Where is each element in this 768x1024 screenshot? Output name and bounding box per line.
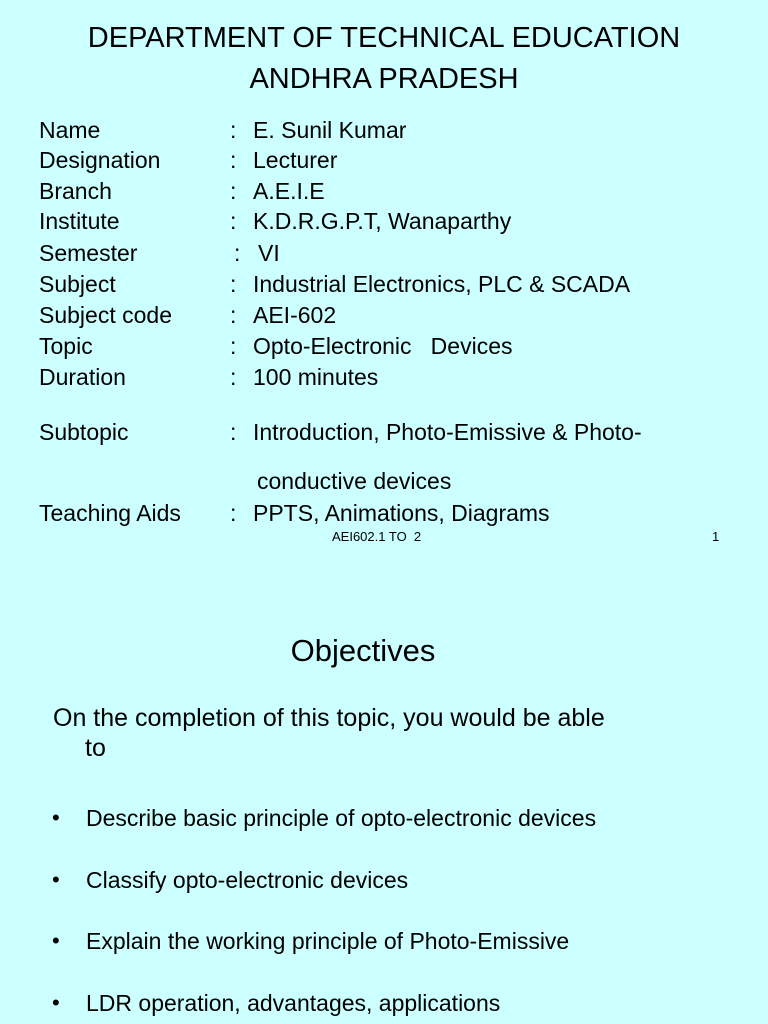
field-separator: : — [230, 178, 237, 204]
field-row-designation — [0, 145, 768, 175]
field-separator: : — [230, 117, 237, 143]
field-value: Industrial Electronics, PLC & SCADA — [253, 271, 631, 297]
bullet-icon: • — [52, 928, 60, 953]
slide-footer-code: AEI602.1 TO 2 — [332, 529, 422, 544]
field-row-semester — [0, 238, 768, 268]
field-row-duration — [0, 362, 768, 392]
field-row-name — [0, 115, 768, 145]
slide-page-number: 1 — [712, 529, 720, 544]
field-value: E. Sunil Kumar — [253, 117, 407, 143]
field-separator: : — [230, 208, 237, 234]
field-value: PPTS, Animations, Diagrams — [253, 500, 550, 526]
bullet-item — [0, 864, 768, 896]
field-row-topic — [0, 331, 768, 361]
intro-text — [53, 703, 733, 763]
slide-title-line-2: ANDHRA PRADESH — [249, 63, 519, 95]
field-separator: : — [230, 333, 237, 359]
bullet-text: Explain the working principle of Photo-Emissive — [86, 928, 570, 954]
field-separator: : — [230, 147, 237, 173]
field-value: AEI-602 — [253, 302, 337, 328]
field-value: VI — [258, 240, 280, 266]
field-row-subject-code — [0, 300, 768, 330]
bullet-item — [0, 987, 768, 1019]
field-label: Subtopic — [39, 419, 129, 445]
intro-line-2: to — [85, 734, 106, 762]
bullet-icon: • — [52, 805, 60, 830]
slide-2 — [0, 557, 768, 1024]
field-row-branch — [0, 176, 768, 206]
bullet-text: LDR operation, advantages, applications — [86, 990, 501, 1016]
field-separator: : — [230, 271, 237, 297]
field-row-teaching-aids — [0, 498, 768, 528]
field-label: Institute — [39, 208, 120, 234]
field-value: Introduction, Photo-Emissive & Photo- — [253, 419, 642, 445]
intro-line-1: On the completion of this topic, you would be able — [53, 704, 605, 732]
field-separator: : — [230, 500, 237, 526]
field-value: A.E.I.E — [253, 178, 325, 204]
field-label: Subject — [39, 271, 116, 297]
field-label: Branch — [39, 178, 112, 204]
field-value: 100 minutes — [253, 364, 379, 390]
field-label: Designation — [39, 147, 161, 173]
field-separator: : — [230, 302, 237, 328]
bullet-icon: • — [52, 867, 60, 892]
field-label: Topic — [39, 333, 93, 359]
field-separator: : — [234, 240, 241, 266]
field-row-subtopic — [0, 417, 768, 447]
field-value-continuation: conductive devices — [257, 468, 452, 494]
field-value: Opto-Electronic Devices — [253, 333, 513, 359]
field-separator: : — [230, 364, 237, 390]
field-label: Semester — [39, 240, 138, 266]
bullet-text: Describe basic principle of opto-electronic devices — [86, 805, 597, 831]
slide-title: Objectives — [290, 633, 436, 668]
slide-title-line-1: DEPARTMENT OF TECHNICAL EDUCATION — [87, 22, 681, 54]
bullet-text: Classify opto-electronic devices — [86, 867, 409, 893]
bullet-item — [0, 802, 768, 834]
field-label: Teaching Aids — [39, 500, 181, 526]
bullet-item — [0, 925, 768, 957]
field-separator: : — [230, 419, 237, 445]
field-row-subject — [0, 269, 768, 299]
field-label: Name — [39, 117, 101, 143]
field-label: Duration — [39, 364, 126, 390]
field-value: K.D.R.G.P.T, Wanaparthy — [253, 208, 512, 234]
field-value: Lecturer — [253, 147, 338, 173]
field-row-institute — [0, 206, 768, 236]
bullet-icon: • — [52, 990, 60, 1015]
field-label: Subject code — [39, 302, 172, 328]
